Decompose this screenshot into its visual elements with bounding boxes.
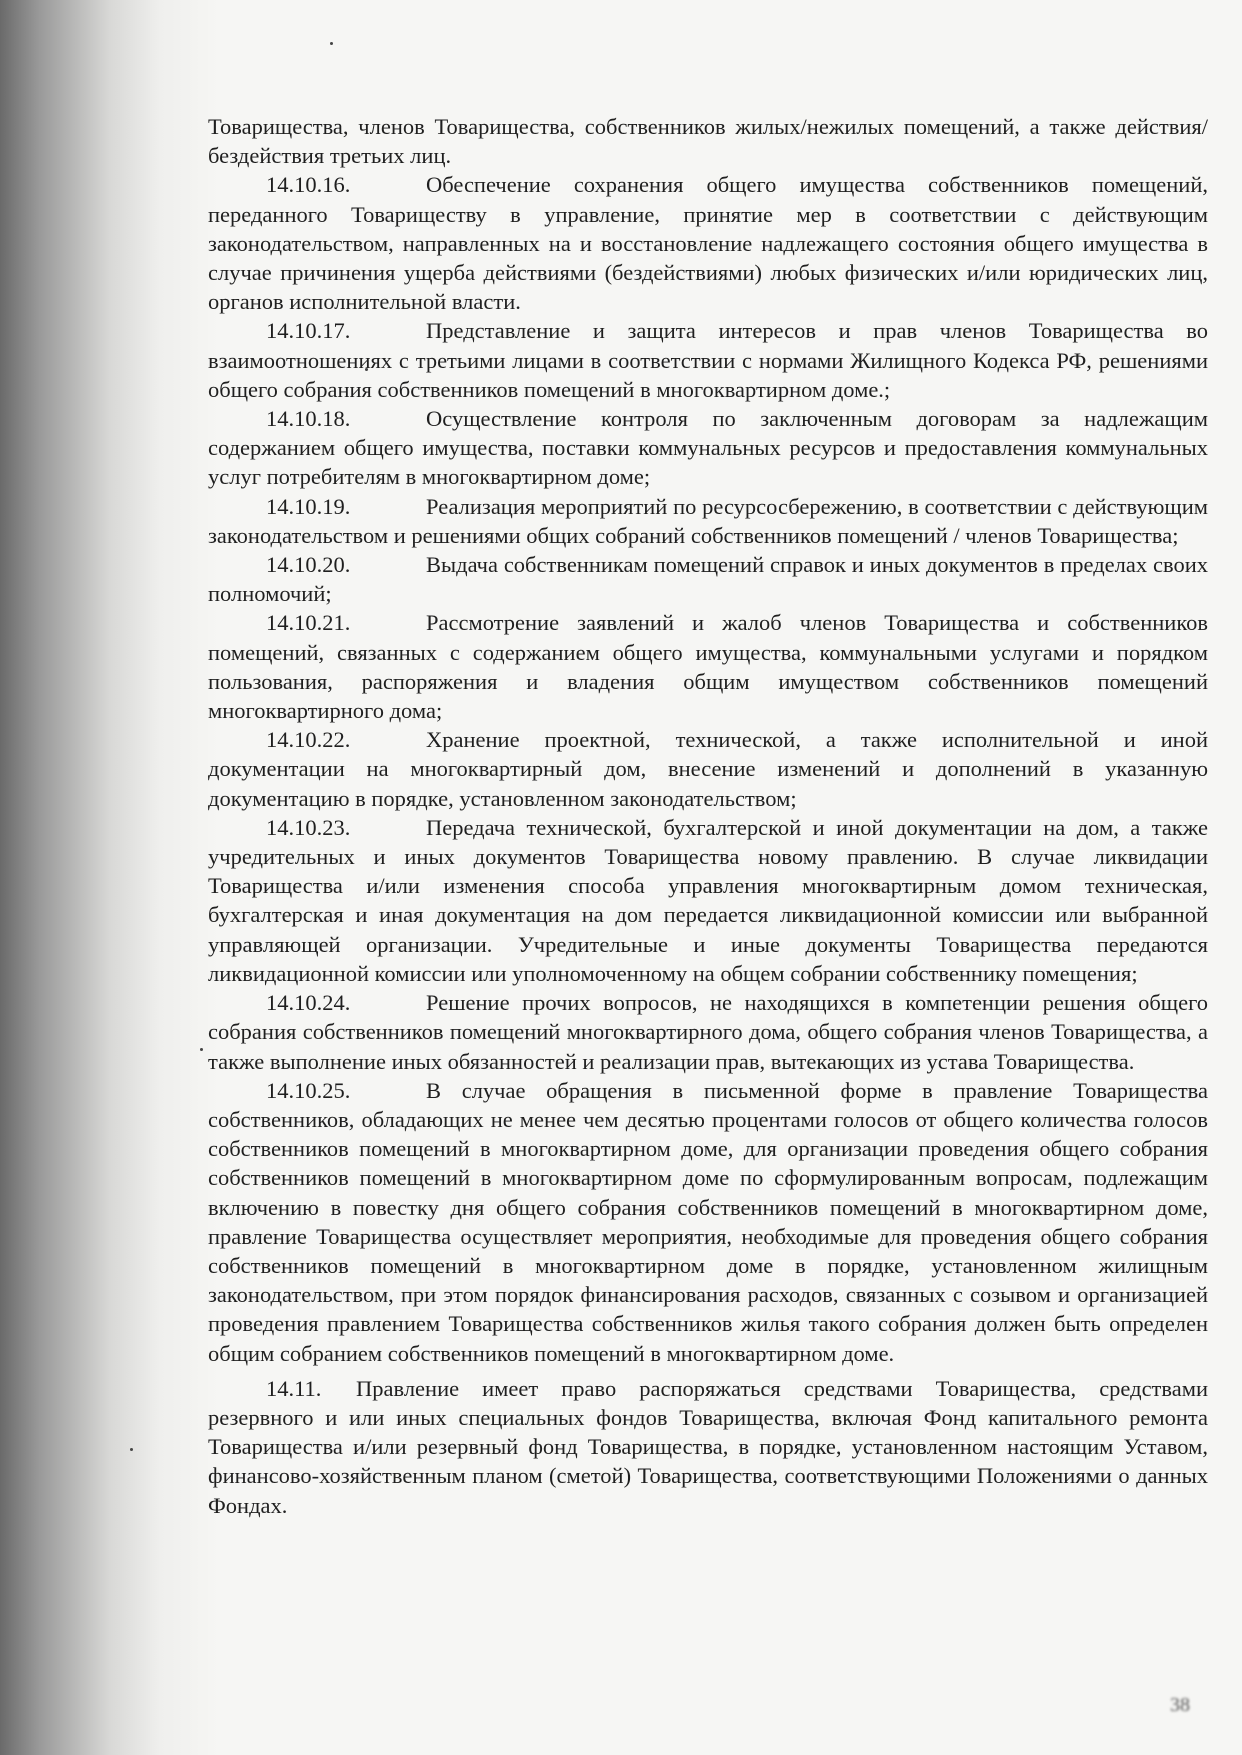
intro-paragraph: Товарищества, членов Товарищества, собственников жилых/нежилых помещений, а также действия/бездействия третьих лиц. bbox=[208, 114, 1208, 169]
clause-14-10-18 bbox=[208, 404, 1208, 492]
clause-14-10-20 bbox=[208, 550, 1208, 608]
clause-number: 14.10.20. bbox=[266, 552, 351, 578]
clause-number: 14.10.19. bbox=[266, 493, 351, 519]
clause-text: Осуществление контроля по заключенным договорам за надлежащим содержанием общего имущества, поставки коммунальных ресурсов и предоставления коммунальных услуг потребителям в многоквартирном доме; bbox=[208, 406, 1208, 490]
clause-text: Представление и защита интересов и прав членов Товарищества во взаимоотношениях с третьими лицами в соответствии с нормами Жилищного Кодекса РФ, решениями общего собрания собственников помещений в многоквартирном доме.; bbox=[208, 318, 1208, 402]
clause-14-11 bbox=[208, 1374, 1208, 1520]
clause-number: 14.10.23. bbox=[266, 814, 351, 840]
clause-text: В случае обращения в письменной форме в правление Товарищества собственников, обладающих не менее чем десятью процентами голосов от общего количества голосов собственников помещений в многоквартирном доме, для организации проведения общего собрания собственников помещений в многоквартирном доме по сформулированным вопросам, подлежащим включению в повестку дня общего собрания собственников помещений в многоквартирном доме, правление Товарищества осуществляет мероприятия, необходимые для проведения общего собрания собственников помещений в многоквартирном доме в порядке, установленном жилищным законодательством, при этом порядок финансирования расходов, связанных с созывом и организацией проведения правлением Товарищества собственников жилья такого собрания должен быть определен общим собранием собственников помещений в многоквартирном доме. bbox=[208, 1077, 1208, 1366]
clause-number: 14.10.25. bbox=[266, 1077, 351, 1103]
clause-14-10-16 bbox=[208, 170, 1208, 316]
clause-text: Правление имеет право распоряжаться средствами Товарищества, средствами резервного и или иных специальных фондов Товарищества, включая Фонд капитального ремонта Товарищества и/или резервный фонд Товарищества, в порядке, установленном настоящим Уставом, финансово-хозяйственным планом (сметой) Товарищества, соответствующими Положениями о данных Фондах. bbox=[208, 1375, 1208, 1518]
page-number: 38 bbox=[1170, 1694, 1190, 1716]
clause-14-10-23 bbox=[208, 813, 1208, 988]
clause-text: Обеспечение сохранения общего имущества собственников помещений, переданного Товариществу в управление, принятие мер в соответствии с действующим законодательством, направленных на и восстановление надлежащего состояния общего имущества в случае причинения ущерба действиями (бездействиями) любых физических и/или юридических лиц, органов исполнительной власти. bbox=[208, 172, 1208, 315]
clause-14-10-25 bbox=[208, 1076, 1208, 1368]
clause-number: 14.10.18. bbox=[266, 406, 351, 432]
clause-14-10-17 bbox=[208, 316, 1208, 404]
clause-number: 14.10.21. bbox=[266, 610, 351, 636]
clause-14-10-19 bbox=[208, 492, 1208, 550]
clause-text: Решение прочих вопросов, не находящихся в компетенции решения общего собрания собственников помещений многоквартирного дома, общего собрания членов Товарищества, а также выполнение иных обязанностей и реализации прав, вытекающих из устава Товарищества. bbox=[208, 990, 1208, 1074]
clause-text: Передача технической, бухгалтерской и иной документации на дом, а также учредительных и иных документов Товарищества новому правлению. В случае ликвидации Товарищества и/или изменения способа управления многоквартирным домом техническая, бухгалтерская и иная документация на дом передается ликвидационной комиссии или выбранной управляющей организации. Учредительные и иные документы Товарищества передаются ликвидационной комиссии или уполномоченному на общем собрании собственнику помещения; bbox=[208, 814, 1208, 986]
clause-text: Хранение проектной, технической, а также исполнительной и иной документации на многоквартирный дом, внесение изменений и дополнений в указанную документацию в порядке, установленном законодательством; bbox=[208, 727, 1208, 811]
clause-number: 14.10.22. bbox=[266, 727, 351, 753]
scan-speck bbox=[330, 42, 333, 45]
scan-speck bbox=[200, 1048, 203, 1051]
clause-14-10-21 bbox=[208, 608, 1208, 725]
clause-14-10-22 bbox=[208, 725, 1208, 813]
clause-text: Выдача собственникам помещений справок и иных документов в пределах своих полномочий; bbox=[208, 552, 1208, 607]
clause-text: Реализация мероприятий по ресурсосбережению, в соответствии с действующим законодательством и решениями общих собраний собственников помещений / членов Товарищества; bbox=[208, 493, 1208, 548]
clause-14-10-24 bbox=[208, 988, 1208, 1076]
clause-text: Рассмотрение заявлений и жалоб членов Товарищества и собственников помещений, связанных с содержанием общего имущества, коммунальными услугами и порядком пользования, распоряжения и владения общим имуществом собственников помещений многоквартирного дома; bbox=[208, 610, 1208, 724]
clause-number: 14.10.16. bbox=[266, 172, 351, 198]
clause-number: 14.10.24. bbox=[266, 990, 351, 1016]
document-body bbox=[208, 112, 1208, 1520]
clause-number: 14.11. bbox=[266, 1375, 322, 1401]
scan-speck bbox=[130, 1448, 133, 1451]
clause-number: 14.10.17. bbox=[266, 318, 351, 344]
